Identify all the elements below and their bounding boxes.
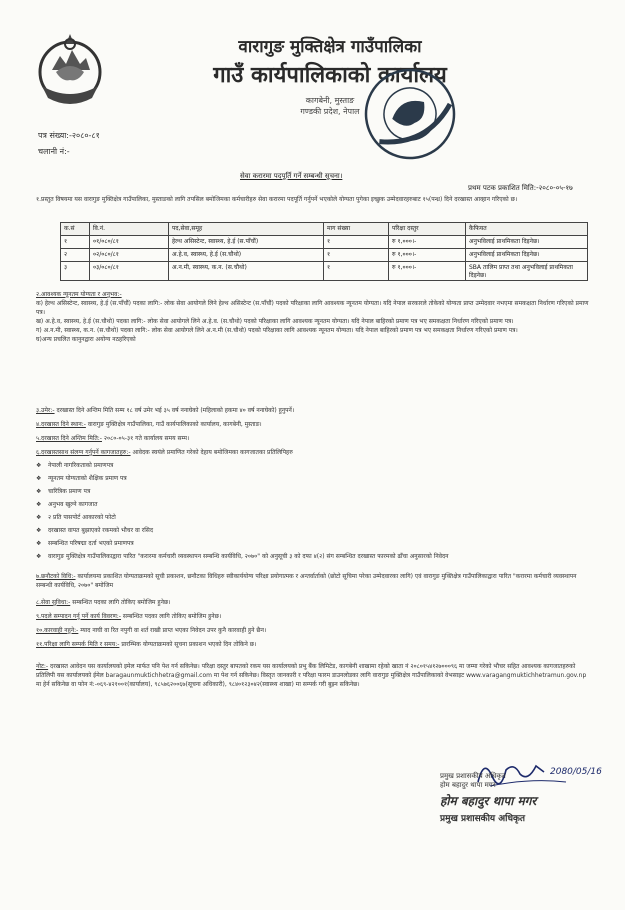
list-item: ❖ चारित्रिक प्रमाण पत्र: [36, 487, 590, 496]
documents-list: [36, 461, 590, 561]
notice-subject: सेवा करारमा पदपूर्ति गर्ने सम्बन्धी सूचना।: [240, 172, 343, 180]
age-text: दरखास्त दिने अन्तिम मिति सम्म १८ वर्ष उमेर भई ३५ वर्ष ननाघेको (महिलाको हकमा ४० वर्ष ननाघेको) हुनुपर्ने।: [56, 407, 295, 414]
cell-fee: रु १,०००।-: [389, 262, 466, 281]
age-label: ३.उमेर:-: [36, 407, 55, 414]
signatory-title-small: प्रमुख प्रशासकीय अधिकृत: [440, 772, 506, 780]
deadline-clause: [36, 434, 590, 443]
selection-clause: [36, 572, 590, 590]
intro-paragraph: १.प्रस्तुत विषयमा यस वारागुङ मुक्तिक्षेत्र गाउँपालिका, मुस्ताङको लागि तपसिल बमोजिमका कर्मचारीहरु सेवा करारमा पदपूर्ति गर्नुपर्ने भएकोले योग्यता पुगेका इच्छुक उम्मेदवारहरुबाट १५(पन्ध्र) दिने दरखास्त आव्हान गरिएको छ।: [36, 196, 518, 203]
letterhead: [130, 34, 530, 117]
list-item: ❖ अनुभव खुल्ने कागजात: [36, 500, 590, 509]
signatory-name-small: होम बहादुर थापा मगर: [440, 781, 496, 789]
col-header-post: पद,सेवा,समूह: [169, 223, 324, 236]
selection-label: ७.छनौटको विधि:-: [36, 573, 76, 580]
cell-demand: १: [324, 236, 389, 249]
selection-text: कार्यालयमा प्रकाशित योग्यताक्रमको सूची प्रकाशन, छनौटका विधिहरु स्वीकार्ययोग्य परिक्षा प्रयोगात्मक र अन्तर्वार्ताको (छोटो सूचिमा परेका उम्मेदवारका लागि) एवं वारागुङ मुक्तिक्षेत्र गाउँपालिकाद्वारा पारित "करारमा कर्मचारी व्यवस्थापन सम्बन्धी कार्यविधि, २०७०" बमोजिम: [36, 573, 577, 589]
office-seal-stamp: [362, 66, 458, 162]
cell-post: हेल्थ असिस्टेन्ट, स्वास्थ्य, हे.ई (स.पाँचौं): [169, 236, 324, 249]
cell-fee: रु १,०००।-: [389, 236, 466, 249]
deadline-label: ५.दरखास्त दिने अन्तिम मिति:-: [36, 435, 102, 442]
table-row: [61, 262, 588, 281]
documents-title-suffix: आवेदक स्वयंले प्रमाणित गरेको देहाय बमोजिमका कागजातका प्रतिलिपिहरु: [132, 449, 293, 456]
qualification-section: [36, 290, 590, 344]
cell-demand: १: [324, 262, 389, 281]
signatory-name-stamp: होम बहादुर थापा मगर: [440, 794, 537, 808]
cell-sn: ३: [61, 262, 90, 281]
list-item: ❖ न्यूनतम योग्यताको शैक्षिक प्रमाण पत्र: [36, 474, 590, 483]
cell-post: अ.न.मी, स्वास्थ्य, क.न. (स.चौथो): [169, 262, 324, 281]
signature-date: 2080/05/16: [550, 767, 602, 777]
vacancy-table: [60, 222, 588, 281]
deadline-text: २०८०-०५-३१ गते कार्यालय समय सम्म।: [103, 435, 190, 442]
action-clause: [36, 626, 590, 635]
signatory-block: [440, 772, 610, 824]
qualification-item: क) हेल्थ असिस्टेन्ट, स्वास्थ्य, हे.ई (स.पाँचौं) पदका लागि:- लोक सेवा आयोगले लिने हेल्थ असिस्टेन्ट (स.पाँचौं) पदको परिक्षाका लागि आवश्यक न्यूनतम योग्यता। यदि नेपाल सरकारले तोकेको योग्यता प्राप्त उम्मेदवार नभएमा समकक्षता निर्धारण गरिएको प्रमाण पत्र।: [36, 300, 589, 316]
cell-demand: १: [324, 249, 389, 262]
documents-title: ६.दरखास्तसाथ संलग्न गर्नुपर्ने कागजातहरु:-: [36, 449, 131, 456]
note-clause: [36, 662, 590, 689]
duties-clause: [36, 612, 590, 621]
venue-label: ४.दरखास्त दिने स्थान:-: [36, 421, 86, 428]
cell-adv-no: ०२/०८०/८१: [90, 249, 169, 262]
list-item: ❖ नेपाली नागरिकताको प्रमाणपत्र: [36, 461, 590, 470]
cell-fee: रु १,०००।-: [389, 249, 466, 262]
age-clause: [36, 406, 590, 415]
cell-remarks: SBA तालिम प्राप्त तथा अनुभविलाई प्राथमिकता दिइनेछ।: [466, 262, 588, 281]
cell-sn: १: [61, 236, 90, 249]
action-text: म्याद नाघी वा रित नपुगी वा शर्त राखी प्राप्त भएका निवेदन उपर कुनै कारवाही हुने छैन।: [80, 627, 267, 634]
venue-text: वारागुङ मुक्तिक्षेत्र गाउँपालिका, गाउँ कार्यपालिकाको कार्यालय, कागबेनी, मुस्ताङ।: [87, 421, 262, 428]
letter-number: पत्र संख्या:-२०८०-८१: [38, 131, 100, 140]
qualification-item: घ)अन्य प्रचलित कानुनद्वारा अयोग्य नठहरिएको: [36, 336, 136, 343]
cell-adv-no: ०३/०८०/८१: [90, 262, 169, 281]
table-row: [61, 236, 588, 249]
signatory-title-stamp: प्रमुख प्रशासकीय अधिकृत: [440, 814, 526, 824]
office-province: गण्डकी प्रदेश, नेपाल: [300, 107, 360, 116]
publish-date: प्रथम पटक प्रकाशित मिति:-२०८०-०५-१७: [468, 184, 573, 192]
col-header-sn: क.सं: [61, 223, 90, 236]
cell-remarks: अनुभविलाई प्राथमिकता दिइनेछ।: [466, 236, 588, 249]
office-address: कागबेनी, मुस्ताङ: [305, 96, 355, 105]
exam-clause: [36, 640, 590, 649]
col-header-adv-no: वि.नं.: [90, 223, 169, 236]
venue-clause: [36, 420, 590, 429]
col-header-remarks: कैफियत: [466, 223, 588, 236]
facilities-label: ८.सेवा सुविधा:-: [36, 599, 71, 606]
qualification-title: २.आवश्यक न्यूनतम योग्यता र अनुभव:-: [36, 291, 122, 298]
note-text: दरखास्त आवेदन यस कार्यालयको इमेल मार्फत पनि पेश गर्न सकिनेछ। परिक्षा दस्तुर बापतको रकम यस कार्यालयको प्रभु बैंक लिमिटेड, कागबेनी शाखामा रहेको खाता नं २०८०१५४१२७०००९६ मा जम्मा गरेको भौचर सहित आवश्यक कागजातहरुको प्रतिलिपी यस कार्यालयको ईमेल baragaunmuktichhetra@gmail.com मा पेश गर्न सकिनेछ। विस्तृत जानकारी र परिक्षा फारम डाउनलोडका लागि वारागुङ मुक्तिक्षेत्र गाउँपालिकाको वेभसाइट www.varagangmuktichhetramun.gov.np मा हेर्न सकिनेछ वा फोन नं:-०६९-४२१००१(कार्यालय), ९८५७६२००६७(सूचना अधिकारी), ९८४०१२३०४२(स्वास्थ्य शाखा) मा सम्पर्क गरी बुझ्न सकिनेछ।: [36, 663, 587, 688]
action-label: १०.कारवाही नहुने:-: [36, 627, 79, 634]
documents-section: [36, 448, 590, 565]
facilities-text: सम्बन्धित पदका लागि तोकिए बमोजिम हुनेछ।: [72, 599, 171, 606]
cell-remarks: अनुभविलाई प्राथमिकता दिइनेछ।: [466, 249, 588, 262]
duties-text: सम्बन्धित पदका लागि तोकिए बमोजिम हुनेछ।: [122, 613, 222, 620]
nepal-emblem-icon: [30, 30, 110, 110]
list-item: ❖ २ प्रति पासपोर्ट आकारको फोटो: [36, 513, 590, 522]
cell-sn: २: [61, 249, 90, 262]
qualification-item: ख) अ.हे.व, स्वास्थ्य, हे.ई (स.चौथो) पदका लागि:- लोक सेवा आयोगले लिने अ.हे.व. (स.चौथो) पदको परिक्षाका लागि आवश्यक न्यूनतम योग्यता। यदि नेपाल बाहिरको प्रमाण पत्र भए समकक्षता निर्धारण गरिएको प्रमाण पत्र।: [36, 318, 514, 325]
list-item: ❖ दरखास्त वापत बुझाएको रकमको भौचर वा रसिद: [36, 526, 590, 535]
duties-label: ९.पदले सम्पादन गर्नु पर्ने कार्य विवरण:-: [36, 613, 121, 620]
col-header-demand: माग संख्या: [324, 223, 389, 236]
documents-heading: [36, 448, 590, 457]
office-name: गाउँ कार्यपालिकाको कार्यालय: [213, 63, 447, 88]
list-item: ❖ सम्बन्धित परिषद्मा दर्ता भएको प्रमाणपत्र: [36, 539, 590, 548]
qualification-item: ग) अ.न.मी, स्वास्थ्य, क.न. (स.चौथो) पदका लागि:- लोक सेवा आयोगले लिने अ.न.मी (स.चौथो) पदको परिक्षाका लागि आवश्यक न्यूनतम योग्यता। यदि नेपाल बाहिरको प्रमाण पत्र भए समकक्षता निर्धारण गरिएको प्रमाण पत्र।: [36, 327, 518, 334]
table-row: [61, 249, 588, 262]
org-name: वारागुङ मुक्तिक्षेत्र गाउँपालिका: [238, 37, 422, 57]
cell-adv-no: ०१/०८०/८१: [90, 236, 169, 249]
exam-label: ११.परिक्षा लागि सम्पर्क मिति र समय:-: [36, 641, 120, 648]
dispatch-number: चलानी नं:-: [38, 147, 70, 156]
list-item: ❖ वारागुङ मुक्तिक्षेत्र गाउँपालिकाद्वारा पारित "करारमा कर्मचारी व्यवस्थापन सम्बन्धि कार्यविधि, २०७०" को अनुसूची ३ को दफा ४(२) संग सम्बन्धित दरखास्त फारमको ढाँचा अनुसारको निवेदन: [36, 552, 590, 561]
note-label: नोट:-: [36, 663, 49, 670]
cell-post: अ.हे.व, स्वास्थ्य, हे.ई (स.चौथो): [169, 249, 324, 262]
exam-text: प्रारम्भिक योग्यताक्रमको सूचना प्रकाशन भएको दिन तोकिने छ।: [121, 641, 257, 648]
table-header-row: [61, 223, 588, 236]
facilities-clause: [36, 598, 590, 607]
col-header-fee: परिक्षा दस्तुर: [389, 223, 466, 236]
